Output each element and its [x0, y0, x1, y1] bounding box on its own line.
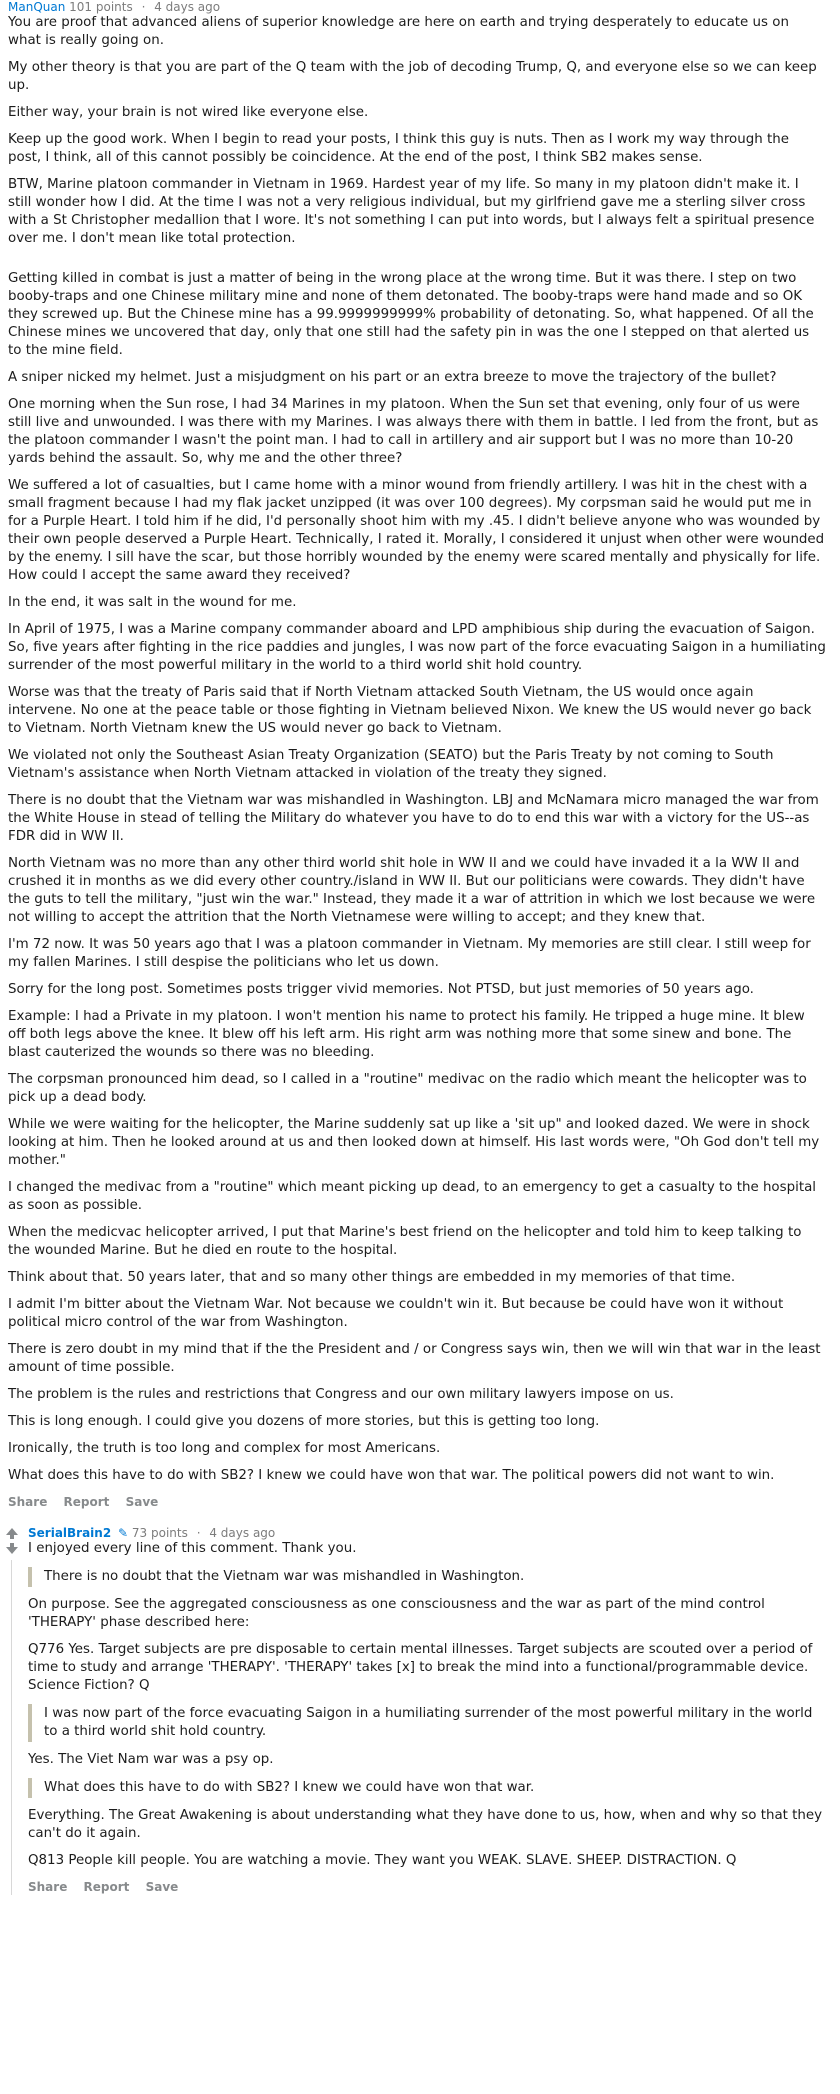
comment-paragraph: Example: I had a Private in my platoon. I won't mention his name to protect his family. He tripped a huge mine. It blew off both legs above the knee. It blew off his left arm. His right arm was nothing more that some sinew and bone. The blast cauterized the wounds so there was no bleeding.	[8, 1009, 805, 1060]
comment-paragraph: Worse was that the treaty of Paris said that if North Vietnam attacked South Vietnam, the US would once again intervene. No one at the peace table or those fighting in Vietnam believed Nixon. We knew the US would never go back to Vietnam. North Vietnam knew the US would never go back to Vietnam.	[8, 685, 812, 736]
comment-author[interactable]: ManQuan	[8, 0, 66, 14]
comment-actions	[8, 1494, 826, 1510]
comment-paragraph: Q776 Yes. Target subjects are pre disposable to certain mental illnesses. Target subjects are scouted over a period of time to study and arrange 'THERAPY'. 'THERAPY' takes [x] to break the mind into a functional/programmable device. Science Fiction? Q	[28, 1642, 813, 1693]
comment-body	[28, 1540, 826, 1870]
comment-paragraph: While we were waiting for the helicopter, the Marine suddenly sat up like a 'sit up" and looked dazed. We were in shock looking at him. Then he looked around at us and then looked down at himself. His last words were, "Oh God don't tell my mother."	[8, 1117, 820, 1168]
save-button[interactable]: Save	[145, 1880, 179, 1894]
comment-paragraph: There is zero doubt in my mind that if the the President and / or Congress says win, then we will win that war in the least amount of time possible.	[8, 1342, 821, 1375]
comment-paragraph: BTW, Marine platoon commander in Vietnam in 1969. Hardest year of my life. So many in my platoon didn't make it. I still wonder how I did. At the time I was not a very religious individual, but my girlfriend gave me a sterling silver cross with a St Christopher medallion that I wore. It's not something I can put into words, but I always felt a spiritual presence over me. I don't mean like total protection.	[8, 177, 815, 246]
quote-block	[28, 1704, 826, 1742]
comment-paragraph: Think about that. 50 years later, that and so many other things are embedded in my memories of that time.	[8, 1270, 736, 1285]
comment-paragraph: I admit I'm bitter about the Vietnam War. Not because we couldn't win it. But because be could have won it without political micro control of the war from Washington.	[8, 1297, 784, 1330]
comment-paragraph: When the medicvac helicopter arrived, I put that Marine's best friend on the helicopter and told him to keep talking to the wounded Marine. But he died en route to the hospital.	[8, 1225, 802, 1258]
comment-meta	[28, 1526, 826, 1540]
comment-paragraph: What does this have to do with SB2? I knew we could have won that war. The political powers did not want to win.	[8, 1468, 775, 1483]
share-button[interactable]: Share	[8, 1495, 48, 1509]
comment-paragraph: My other theory is that you are part of the Q team with the job of decoding Trump, Q, and everyone else so we can keep up.	[8, 60, 817, 93]
comment-paragraph: Getting killed in combat is just a matter of being in the wrong place at the wrong time. But it was there. I step on two booby-traps and one Chinese military mine and none of them detonated. The booby-traps were hand made and so OK they screwed up. But the Chinese mine has a 99.9999999999% probability of detonating. So, what happened. Of all the Chinese mines we uncovered that day, only that one still had the safety pin in was the one I stepped on that alerted us to the mine field.	[8, 271, 814, 358]
share-button[interactable]: Share	[28, 1880, 68, 1894]
report-button[interactable]: Report	[83, 1880, 130, 1894]
comment-body	[8, 14, 826, 1485]
comment-paragraph: Q813 People kill people. You are watching a movie. They want you WEAK. SLAVE. SHEEP. DISTRACTION. Q	[28, 1853, 737, 1868]
comment-paragraph: North Vietnam was no more than any other third world shit hole in WW II and we could have invaded it a la WW II and crushed it in months as we did every other country./island in WW II. But our politicians were cowards. They didn't have the guts to tell the military, "just win the war." Instead, they made it a war of attrition in which we lost because we were not willing to accept the attrition that the North Vietnamese were willing to accept; and they knew that.	[8, 856, 816, 925]
comment-paragraph: This is long enough. I could give you dozens of more stories, but this is getting too long.	[8, 1414, 600, 1429]
save-button[interactable]: Save	[125, 1495, 159, 1509]
comment-paragraph: Yes. The Viet Nam war was a psy op.	[28, 1752, 274, 1767]
comment-paragraph: We suffered a lot of casualties, but I came home with a minor wound from friendly artillery. I was hit in the chest with a small fragment because I had my flak jacket unzipped (it was over 100 degrees). My corpsman said he would put me in for a Purple Heart. I told him if he did, I'd personally shoot him with my .45. I didn't believe anyone who was wounded by their own people deserved a Purple Heart. Technically, I rated it. Morally, I considered it unjust when other were wounded by the enemy. I sill have the scar, but those horribly wounded by the enemy were scared mentally and physically for life. How could I accept the same award they received?	[8, 478, 825, 583]
meta-separator: ·	[141, 0, 146, 14]
comment-time: 4 days ago	[209, 1526, 276, 1540]
comment-paragraph: In the end, it was salt in the wound for me.	[8, 595, 297, 610]
meta-separator: ·	[196, 1526, 201, 1540]
comment-paragraph: I changed the medivac from a "routine" which meant picking up dead, to an emergency to get a casualty to the hospital as soon as possible.	[8, 1180, 817, 1213]
quote-block	[28, 1567, 826, 1587]
vote-controls	[4, 1528, 20, 1554]
thread-line[interactable]	[11, 1560, 12, 1895]
comment-serialbrain2	[0, 1526, 840, 1895]
comment-points: 101 points	[69, 0, 133, 14]
comment-paragraph: A sniper nicked my helmet. Just a misjudgment on his part or an extra breeze to move the trajectory of the bullet?	[8, 370, 777, 385]
comment-paragraph: On purpose. See the aggregated consciousness as one consciousness and the war as part of the mind control 'THERAPY' phase described here:	[28, 1597, 765, 1630]
quote-text: What does this have to do with SB2? I knew we could have won that war.	[44, 1780, 535, 1795]
comment-paragraph: Either way, your brain is not wired like everyone else.	[8, 105, 369, 120]
comment-time: 4 days ago	[154, 0, 221, 14]
comment-paragraph: The corpsman pronounced him dead, so I called in a "routine" medivac on the radio which meant the helicopter was to pick up a dead body.	[8, 1072, 807, 1105]
comment-paragraph: Sorry for the long post. Sometimes posts trigger vivid memories. Not PTSD, but just memories of 50 years ago.	[8, 982, 754, 997]
comment-paragraph: You are proof that advanced aliens of superior knowledge are here on earth and trying desperately to educate us on what is really going on.	[8, 15, 789, 48]
comment-paragraph: Ironically, the truth is too long and complex for most Americans.	[8, 1441, 441, 1456]
comment-author[interactable]: SerialBrain2	[28, 1526, 112, 1540]
comment-paragraph: The problem is the rules and restrictions that Congress and our own military lawyers impose on us.	[8, 1387, 674, 1402]
comment-points: 73 points	[131, 1526, 188, 1540]
comment-paragraph: I enjoyed every line of this comment. Thank you.	[28, 1541, 357, 1556]
quote-text: I was now part of the force evacuating Saigon in a humiliating surrender of the most powerful military in the world to a third world shit hold country.	[44, 1706, 813, 1739]
pencil-icon: ✎	[118, 1526, 129, 1540]
comment-paragraph: Keep up the good work. When I begin to read your posts, I think this guy is nuts. Then as I work my way through the post, I think, all of this cannot possibly be coincidence. At the end of the post, I think SB2 makes sense.	[8, 132, 789, 165]
downvote-arrow-icon[interactable]	[6, 1539, 18, 1554]
comment-paragraph: We violated not only the Southeast Asian Treaty Organization (SEATO) but the Paris Treaty by not coming to South Vietnam's assistance when North Vietnam attacked in violation of the treaty they signed.	[8, 748, 774, 781]
comment-paragraph: One morning when the Sun rose, I had 34 Marines in my platoon. When the Sun set that evening, only four of us were still live and unwounded. I was there with my Marines. I was always there with them in battle. I led from the front, but as the platoon commander I wasn't the point man. I had to call in artillery and air support but I was no more than 10-20 yards behind the assault. So, why me and the other three?	[8, 397, 819, 466]
comment-paragraph: In April of 1975, I was a Marine company commander aboard and LPD amphibious ship during the evacuation of Saigon. So, five years after fighting in the rice paddies and jungles, I was now part of the force evacuating Saigon in a humiliating surrender of the most powerful military in the world to a third world shit hold country.	[8, 622, 826, 673]
upvote-arrow-icon[interactable]	[6, 1528, 18, 1539]
quote-block	[28, 1778, 826, 1798]
comment-meta	[8, 0, 826, 14]
comment-paragraph: Everything. The Great Awakening is about understanding what they have done to us, how, when and why so that they can't do it again.	[28, 1808, 823, 1841]
comment-actions	[28, 1879, 826, 1895]
quote-text: There is no doubt that the Vietnam war was mishandled in Washington.	[44, 1569, 525, 1584]
comment-paragraph: I'm 72 now. It was 50 years ago that I was a platoon commander in Vietnam. My memories are still clear. I still weep for my fallen Marines. I still despise the politicians who let us down.	[8, 937, 811, 970]
comment-paragraph: There is no doubt that the Vietnam war was mishandled in Washington. LBJ and McNamara micro managed the war from the White House in stead of telling the Military do whatever you have to do to end this war with a victory for the US--as FDR did in WW II.	[8, 793, 819, 844]
report-button[interactable]: Report	[63, 1495, 110, 1509]
